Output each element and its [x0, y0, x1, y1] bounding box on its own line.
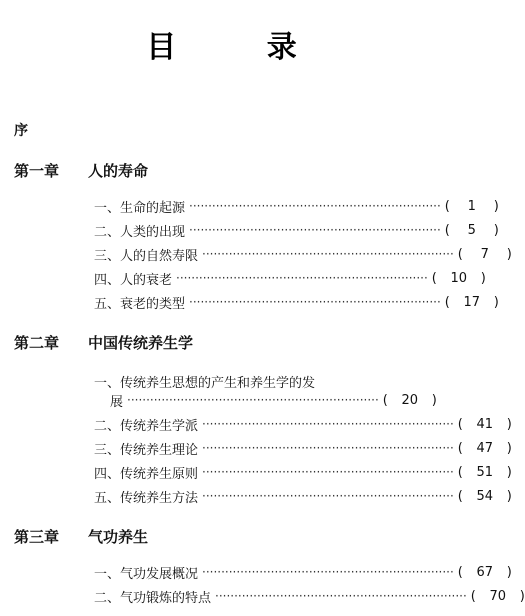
page-number: 5	[467, 222, 476, 238]
page-number: 7	[480, 246, 489, 262]
entry-label: 一、气功发展概况	[94, 566, 199, 582]
entry-label: 三、传统养生理论	[94, 442, 199, 458]
page-number: 67	[476, 564, 494, 580]
leader-dots: ··································································	[202, 565, 454, 579]
page-number: 70	[489, 588, 507, 604]
entry-label: 四、人的衰老	[94, 272, 173, 288]
entry-label: 二、传统养生学派	[94, 418, 199, 434]
entry-label: 三、人的自然寿限	[94, 248, 199, 264]
page-ref: ( 1 )	[444, 198, 499, 214]
page-ref: ( 70 )	[470, 588, 525, 604]
page-ref: ( 41 )	[457, 416, 512, 432]
entry-label: 四、传统养生原则	[94, 466, 199, 482]
toc-entry	[94, 244, 512, 264]
entry-label: 二、气功锻炼的特点	[94, 590, 212, 606]
toc-entry	[94, 414, 512, 434]
page-ref: ( 67 )	[457, 564, 512, 580]
toc-entry	[94, 438, 512, 458]
chapter-title: 气功养生	[88, 528, 149, 546]
page-number: 10	[450, 270, 468, 286]
leader-dots: ··································································	[202, 247, 454, 261]
leader-dots: ··································································	[202, 489, 454, 503]
leader-dots: ··································································	[202, 465, 454, 479]
page-ref: ( 17 )	[444, 294, 499, 310]
page-number: 1	[467, 198, 476, 214]
leader-dots: ··································································	[215, 589, 467, 603]
toc-entry	[94, 220, 499, 240]
entry-label-continued: 展	[110, 394, 124, 410]
toc-entry	[94, 486, 512, 506]
leader-dots: ··································································	[176, 271, 428, 285]
entry-label: 一、生命的起源	[94, 200, 186, 216]
toc-entry	[94, 292, 499, 312]
leader-dots: ··································································	[189, 199, 441, 213]
chapter-heading	[14, 332, 193, 353]
entry-label: 五、衰老的类型	[94, 296, 186, 312]
page-title: 目 录	[146, 30, 337, 65]
leader-dots: ··································································	[202, 441, 454, 455]
chapter-number: 第二章	[14, 334, 60, 352]
toc-entry	[94, 196, 499, 216]
page-number: 47	[476, 440, 494, 456]
page-ref: ( 5 )	[444, 222, 499, 238]
page-number: 41	[476, 416, 494, 432]
entry-label: 二、人类的出现	[94, 224, 186, 240]
page-number: 17	[463, 294, 481, 310]
page-number: 20	[401, 392, 419, 408]
preface-heading: 序	[14, 123, 28, 139]
leader-dots: ··································································	[127, 393, 379, 407]
toc-entry	[94, 462, 512, 482]
chapter-number: 第一章	[14, 162, 60, 180]
leader-dots: ··································································	[202, 417, 454, 431]
page-ref: ( 54 )	[457, 488, 512, 504]
toc-entry	[94, 586, 525, 606]
page-ref: ( 7 )	[457, 246, 512, 262]
page-ref: ( 20 )	[382, 392, 437, 408]
page-number: 51	[476, 464, 494, 480]
chapter-number: 第三章	[14, 528, 60, 546]
page-ref: ( 51 )	[457, 464, 512, 480]
toc-entry-first-line: 一、传统养生思想的产生和养生学的发	[94, 376, 316, 391]
chapter-title: 中国传统养生学	[88, 334, 194, 352]
toc-entry	[94, 268, 486, 288]
page-number: 54	[476, 488, 494, 504]
chapter-heading	[14, 160, 148, 181]
page-ref: ( 47 )	[457, 440, 512, 456]
entry-label: 五、传统养生方法	[94, 490, 199, 506]
leader-dots: ··································································	[189, 295, 441, 309]
chapter-heading	[14, 526, 148, 547]
toc-entry	[94, 562, 512, 582]
page-ref: ( 10 )	[431, 270, 486, 286]
toc-entry	[110, 390, 437, 410]
chapter-title: 人的寿命	[88, 162, 149, 180]
leader-dots: ··································································	[189, 223, 441, 237]
